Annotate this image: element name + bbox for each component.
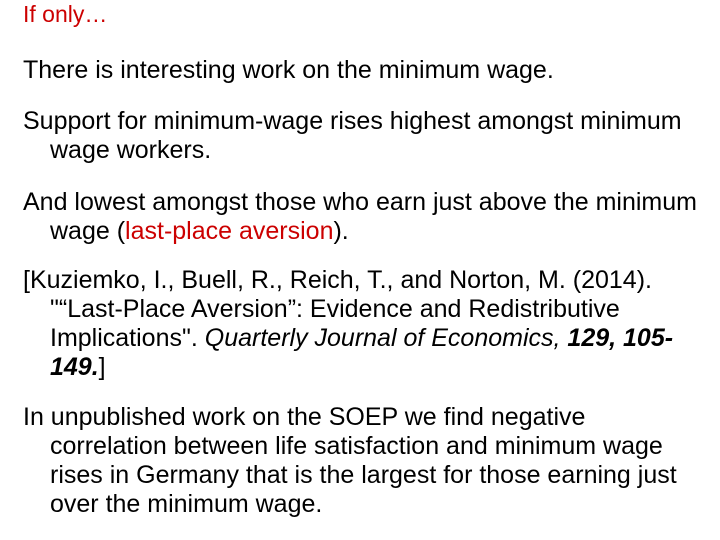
citation-volume-pages: 129, 105-149.: [50, 324, 674, 381]
citation-journal: Quarterly Journal of Economics,: [204, 324, 568, 352]
paragraph-support: Support for minimum-wage rises highest amongst minimum wage workers.: [23, 107, 682, 164]
paragraph-intro: There is interesting work on the minimum wage.: [23, 56, 554, 84]
citation-close: ]: [98, 353, 106, 381]
paragraph-soep: In unpublished work on the SOEP we find negative correlation between life satisfaction and minimum wage rises in Germany that is the largest for those earning just over the minimum wage.: [23, 403, 677, 518]
citation-authors: [Kuziemko, I., Buell, R., Reich, T., and Norton, M. (2014). "“Last-Place Aversion”: Evidence and Redistributive Implications".: [23, 266, 652, 352]
paragraph-last-place-text: And lowest amongst those who earn just above the minimum wage (: [23, 188, 697, 245]
citation: [23, 266, 703, 382]
paragraph-last-place: [23, 188, 703, 246]
slide-title: If only…: [23, 1, 108, 27]
paragraph-last-place-close: ).: [333, 217, 349, 245]
last-place-aversion-term: last-place aversion: [125, 217, 334, 245]
